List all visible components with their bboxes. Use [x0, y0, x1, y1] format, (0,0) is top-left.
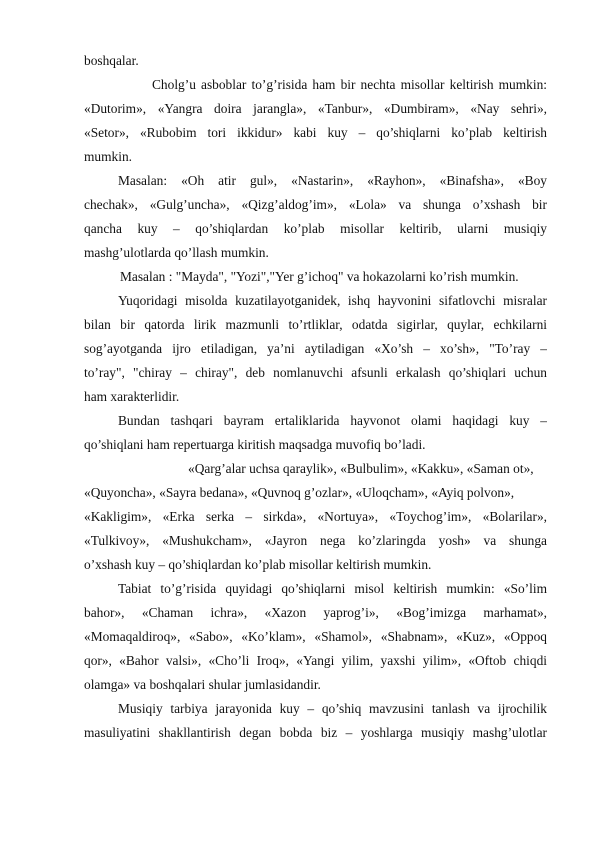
- text-line: olamga» va boshqalari shular jumlasidandir.: [84, 677, 321, 692]
- text-line: ham xarakterlidir.: [84, 389, 180, 404]
- text-line: Musiqiy tarbiya jarayonida kuy – qo’shiq mavzusini tanlash va ijrochilik: [118, 701, 547, 716]
- text-line: boshqalar.: [84, 53, 139, 68]
- text-line: «Tulkivoy», «Mushukcham», «Jayron nega ko’zlaringda yosh» va shunga: [84, 533, 547, 548]
- text-line: bahor», «Chaman ichra», «Xazon yaprog’i», «Bog’imizga marhamat»,: [84, 605, 547, 620]
- text-line: bilan bir qatorda lirik mazmunli to’rtliklar, odatda sigirlar, quylar, echkilarni: [84, 317, 547, 332]
- text-line: mashg’ulotlarda qo’llash mumkin.: [84, 245, 269, 260]
- text-line: «Setor», «Rubobim tori ikkidur» kabi kuy – qo’shiqlarni ko’plab keltirish: [84, 125, 547, 140]
- text-line: «Kakligim», «Erka serka – sirkda», «Nortuya», «Toychog’im», «Bolarilar»,: [84, 509, 547, 524]
- text-line: o’xshash kuy – qo’shiqlardan ko’plab misollar keltirish mumkin.: [84, 557, 432, 572]
- text-line: qancha kuy – qo’shiqlardan ko’plab misollar keltirib, ularni musiqiy: [84, 221, 547, 236]
- text-line: Masalan : "Mayda", "Yozi","Yer g’ichoq" va hokazolarni ko’rish mumkin.: [120, 269, 519, 284]
- text-line: Tabiat to’g’risida quyidagi qo’shiqlarni misol keltirish mumkin: «So’lim: [118, 581, 547, 596]
- text-line: qo’shiqlani ham repertuarga kiritish maqsadga muvofiq bo’ladi.: [84, 437, 426, 452]
- text-line: «Momaqaldiroq», «Sabo», «Ko’klam», «Shamol», «Shabnam», «Kuz», «Oppoq: [84, 629, 547, 644]
- text-line: sog’ayotganda ijro etiladigan, ya’ni aytiladigan «Xo’sh – xo’sh», "To’ray –: [84, 341, 547, 356]
- text-line: masuliyatini shakllantirish degan bobda biz – yoshlarga musiqiy mashg’ulotlar: [84, 725, 547, 740]
- text-line: mumkin.: [84, 149, 132, 164]
- text-line: Yuqoridagi misolda kuzatilayotganidek, ishq hayvonini sifatlovchi misralar: [118, 293, 547, 308]
- text-line: to’ray", "chiray – chiray", deb nomlanuvchi afsunli erkalash qo’shiqlari uchun: [84, 365, 547, 380]
- text-line: chechak», «Gulg’uncha», «Qizg’aldog’im», «Lola» va shunga o’xshash bir: [84, 197, 547, 212]
- text-line: Masalan: «Oh atir gul», «Nastarin», «Rayhon», «Binafsha», «Boy: [118, 173, 547, 188]
- text-line: Cholg’u asboblar to’g’risida ham bir nechta misollar keltirish mumkin:: [152, 77, 547, 92]
- text-line: Bundan tashqari bayram ertaliklarida hayvonot olami haqidagi kuy –: [118, 413, 547, 428]
- text-line: «Dutorim», «Yangra doira jarangla», «Tanbur», «Dumbiram», «Nay sehri»,: [84, 101, 547, 116]
- text-line: «Quyoncha», «Sayra bedana», «Quvnoq g’ozlar», «Uloqcham», «Ayiq polvon»,: [84, 485, 515, 500]
- text-line: qor», «Bahor valsi», «Cho’li Iroq», «Yangi yilim, yaxshi yilim», «Oftob chiqdi: [84, 653, 547, 668]
- text-line: «Qarg’alar uchsa qaraylik», «Bulbulim», «Kakku», «Saman ot»,: [188, 461, 534, 476]
